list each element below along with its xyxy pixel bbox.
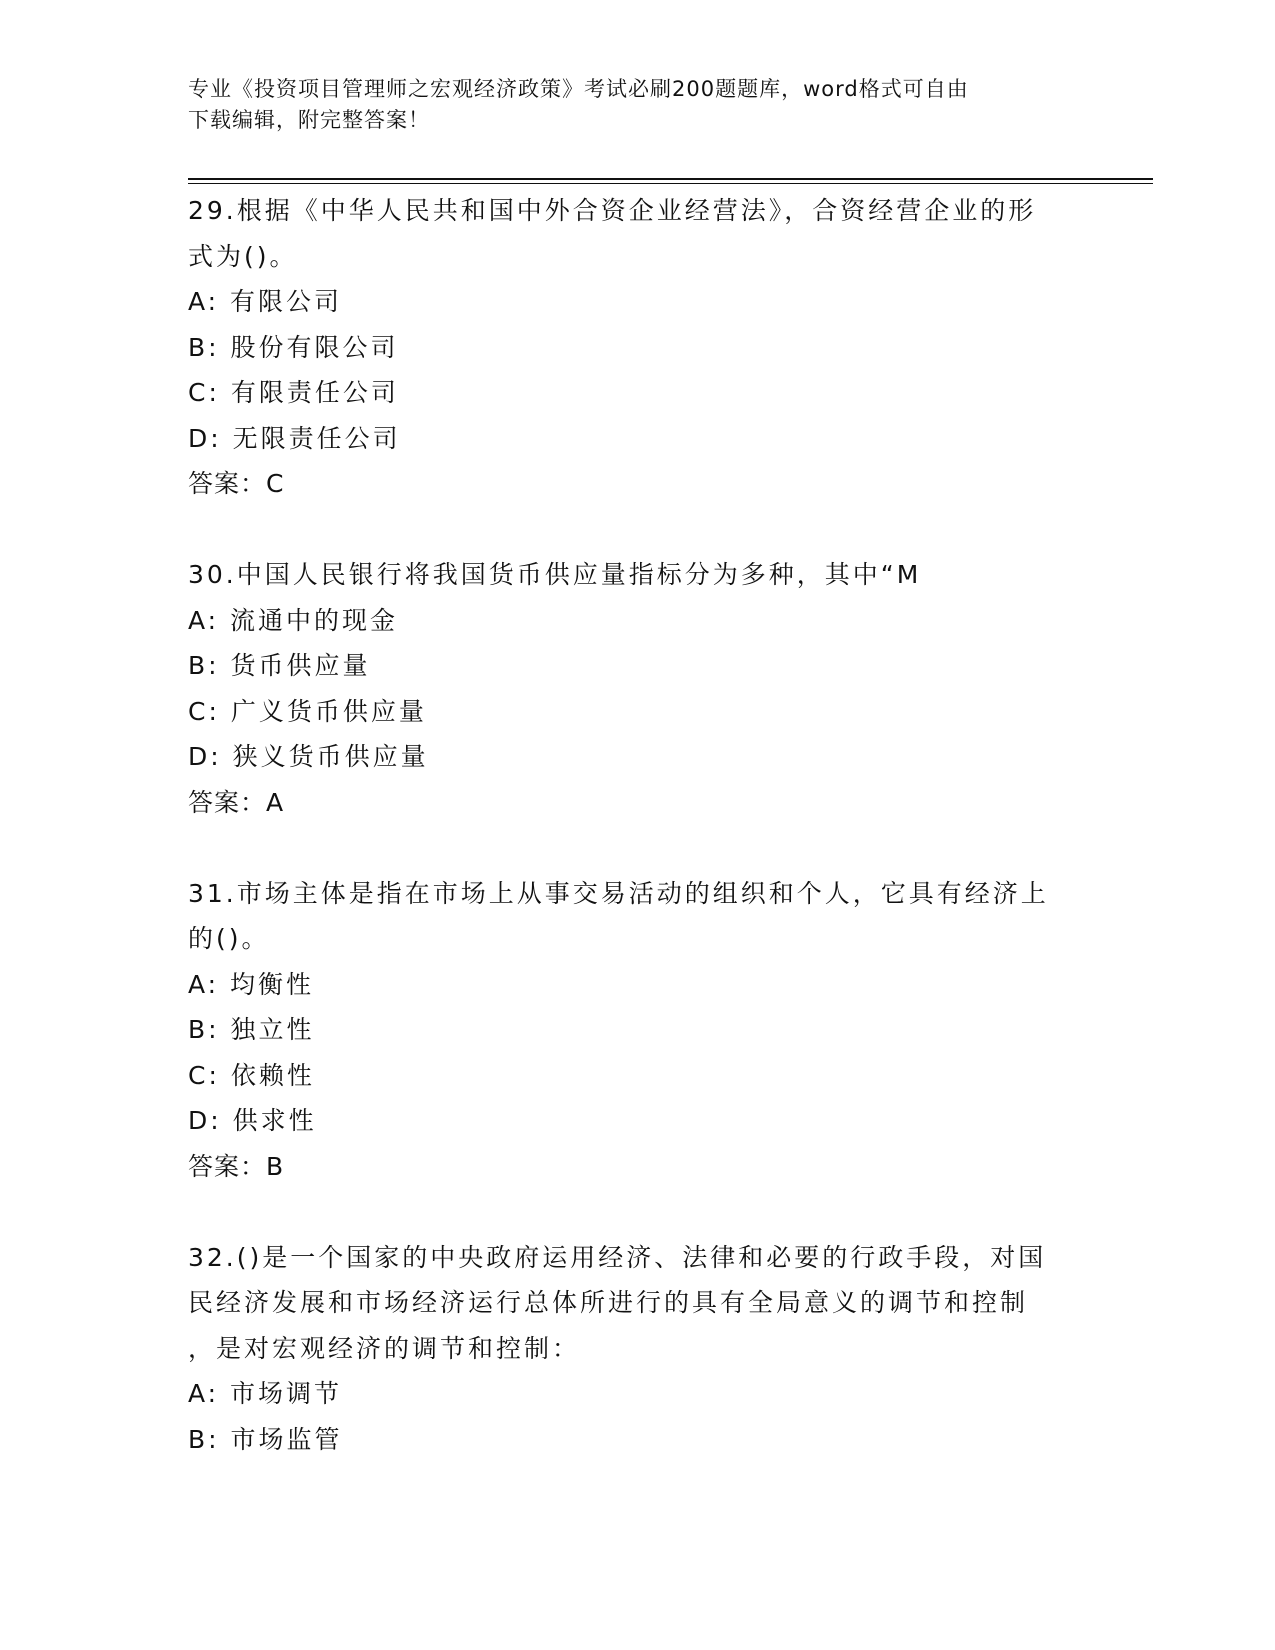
spacer xyxy=(188,825,1088,871)
question-stem-line: 的()。 xyxy=(188,924,270,953)
question-stem-line: 31.市场主体是指在市场上从事交易活动的组织和个人，它具有经济上 xyxy=(188,878,1049,908)
answer: 答案：A xyxy=(188,787,285,817)
option-a: A: 流通中的现金 xyxy=(188,605,399,635)
option-c: C: 广义货币供应量 xyxy=(188,696,427,726)
option-d: D: 无限责任公司 xyxy=(188,423,401,453)
header-line-2: 下载编辑，附完整答案！ xyxy=(188,108,430,132)
option-c: C: 依赖性 xyxy=(188,1060,315,1090)
question-30 xyxy=(188,552,1088,825)
question-31 xyxy=(188,871,1088,1190)
spacer xyxy=(188,507,1088,553)
option-b: B: 独立性 xyxy=(188,1015,315,1044)
question-stem-line: 32.()是一个国家的中央政府运用经济、法律和必要的行政手段，对国 xyxy=(188,1242,1047,1272)
question-29 xyxy=(188,188,1088,507)
header-line-1: 专业《投资项目管理师之宏观经济政策》考试必刷200题题库，word格式可自由 xyxy=(188,77,969,101)
answer: 答案：C xyxy=(188,469,285,498)
spacer xyxy=(188,1189,1088,1235)
document-header xyxy=(188,74,1088,136)
option-d: D: 供求性 xyxy=(188,1106,317,1135)
option-b: B: 市场监管 xyxy=(188,1424,343,1454)
header-divider-thin xyxy=(188,183,1153,184)
question-stem-line: 民经济发展和市场经济运行总体所进行的具有全局意义的调节和控制 xyxy=(188,1288,1029,1317)
question-stem-line: 式为()。 xyxy=(188,241,298,271)
question-list xyxy=(188,188,1088,1462)
option-c: C: 有限责任公司 xyxy=(188,378,399,407)
option-a: A: 均衡性 xyxy=(188,969,315,999)
header-divider-thick xyxy=(188,178,1153,180)
option-b: B: 货币供应量 xyxy=(188,651,371,680)
answer: 答案：B xyxy=(188,1151,285,1181)
question-stem-line: ，是对宏观经济的调节和控制： xyxy=(188,1333,581,1363)
option-a: A: 有限公司 xyxy=(188,287,343,316)
option-d: D: 狭义货币供应量 xyxy=(188,742,429,771)
question-32 xyxy=(188,1235,1088,1463)
question-stem-line: 29.根据《中华人民共和国中外合资企业经营法》，合资经营企业的形 xyxy=(188,196,1037,225)
question-stem-line: 30.中国人民银行将我国货币供应量指标分为多种，其中“M xyxy=(188,560,922,589)
option-a: A: 市场调节 xyxy=(188,1379,343,1408)
option-b: B: 股份有限公司 xyxy=(188,332,399,362)
